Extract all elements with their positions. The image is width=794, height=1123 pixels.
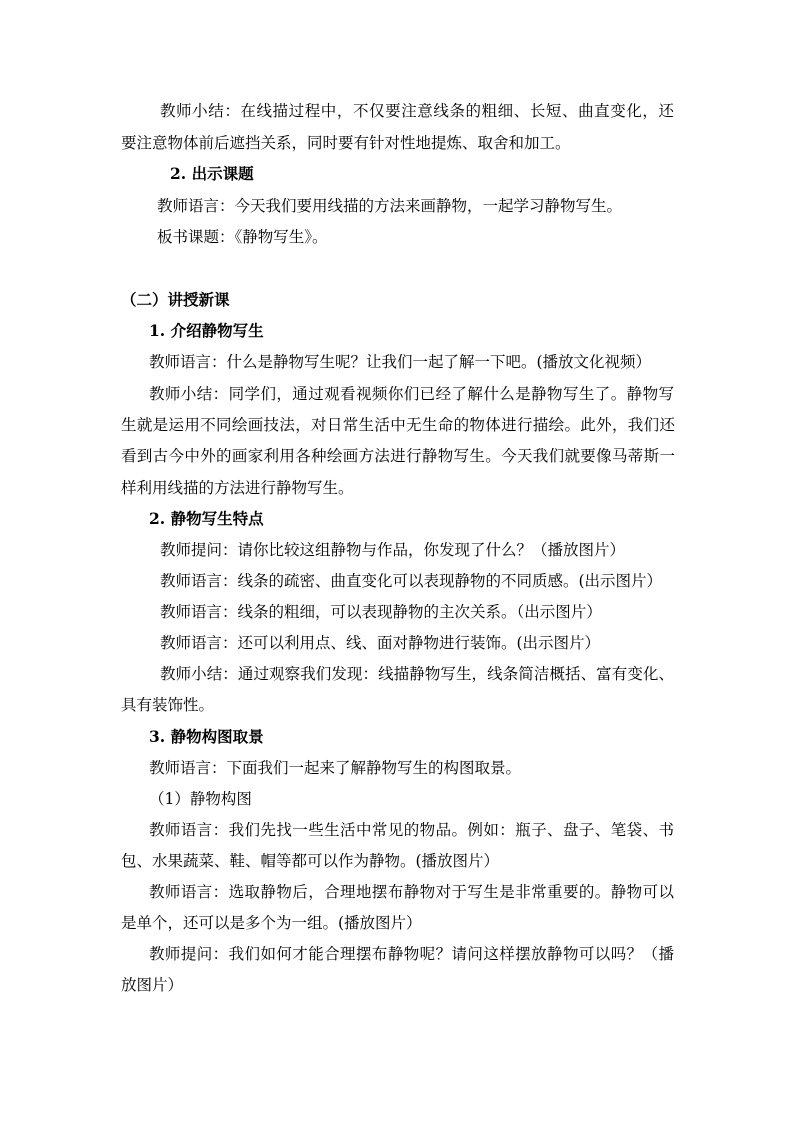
paragraph-line: 教师语言：选取静物后，合理地摆布静物对于写生是非常重要的。静物可以 xyxy=(149,883,674,901)
paragraph-line: 教师语言：什么是静物写生呢？让我们一起了解一下吧。(播放文化视频） xyxy=(149,353,652,371)
subsection-heading: （1）静物构图 xyxy=(149,790,252,808)
paragraph-line: 教师小结：在线描过程中，不仅要注意线条的粗细、长短、曲直变化，还 xyxy=(160,102,674,120)
paragraph-line: 教师语言：线条的疏密、曲直变化可以表现静物的不同质感。(出示图片） xyxy=(160,572,663,590)
paragraph-line: 放图片） xyxy=(121,976,184,994)
paragraph-line: 教师语言：还可以利用点、线、面对静物进行装饰。(出示图片） xyxy=(160,634,601,652)
paragraph-line: 看到古今中外的画家利用各种绘画方法进行静物写生。今天我们就要像马蒂斯一 xyxy=(121,447,675,465)
section-heading: 1. 介绍静物写生 xyxy=(149,321,264,340)
paragraph-line: 是单个，还可以是多个为一组。(播放图片） xyxy=(121,914,422,932)
paragraph-line: 教师小结：同学们，通过观看视频你们已经了解什么是静物写生了。静物写 xyxy=(149,385,674,403)
paragraph-line: 样利用线描的方法进行静物写生。 xyxy=(121,479,354,497)
paragraph-line: 教师提问：请你比较这组静物与作品，你发现了什么？（播放图片） xyxy=(160,541,626,559)
paragraph-line: 板书课题：《静物写生》。 xyxy=(157,228,328,246)
main-section-heading: （二）讲授新课 xyxy=(121,290,230,309)
section-heading: 3. 静物构图取景 xyxy=(149,727,264,746)
paragraph-line: 要注意物体前后遮挡关系，同时要有针对性地提炼、取舍和加工。 xyxy=(121,134,571,152)
paragraph-line: 具有装饰性。 xyxy=(121,696,215,714)
paragraph-line: 教师提问：我们如何才能合理摆布静物呢？请问这样摆放静物可以吗？（播 xyxy=(149,945,674,963)
paragraph-line: 教师语言：线条的粗细，可以表现静物的主次关系。（出示图片） xyxy=(160,603,602,621)
paragraph-line: 生就是运用不同绘画技法，对日常生活中无生命的物体进行描绘。此外，我们还 xyxy=(121,416,675,434)
paragraph-line: 教师语言：今天我们要用线描的方法来画静物，一起学习静物写生。 xyxy=(157,197,623,215)
paragraph-line: 教师语言：下面我们一起来了解静物写生的构图取景。 xyxy=(149,759,522,777)
section-heading: 2. 静物写生特点 xyxy=(149,509,264,528)
paragraph-line: 教师小结：通过观察我们发现：线描静物写生，线条简洁概括、富有变化、 xyxy=(160,665,674,683)
paragraph-line: 包、水果蔬菜、鞋、帽等都可以作为静物。(播放图片） xyxy=(121,852,500,870)
paragraph-line: 教师语言：我们先找一些生活中常见的物品。例如：瓶子、盘子、笔袋、书 xyxy=(149,821,674,839)
section-heading: 2. 出示课题 xyxy=(170,164,254,183)
